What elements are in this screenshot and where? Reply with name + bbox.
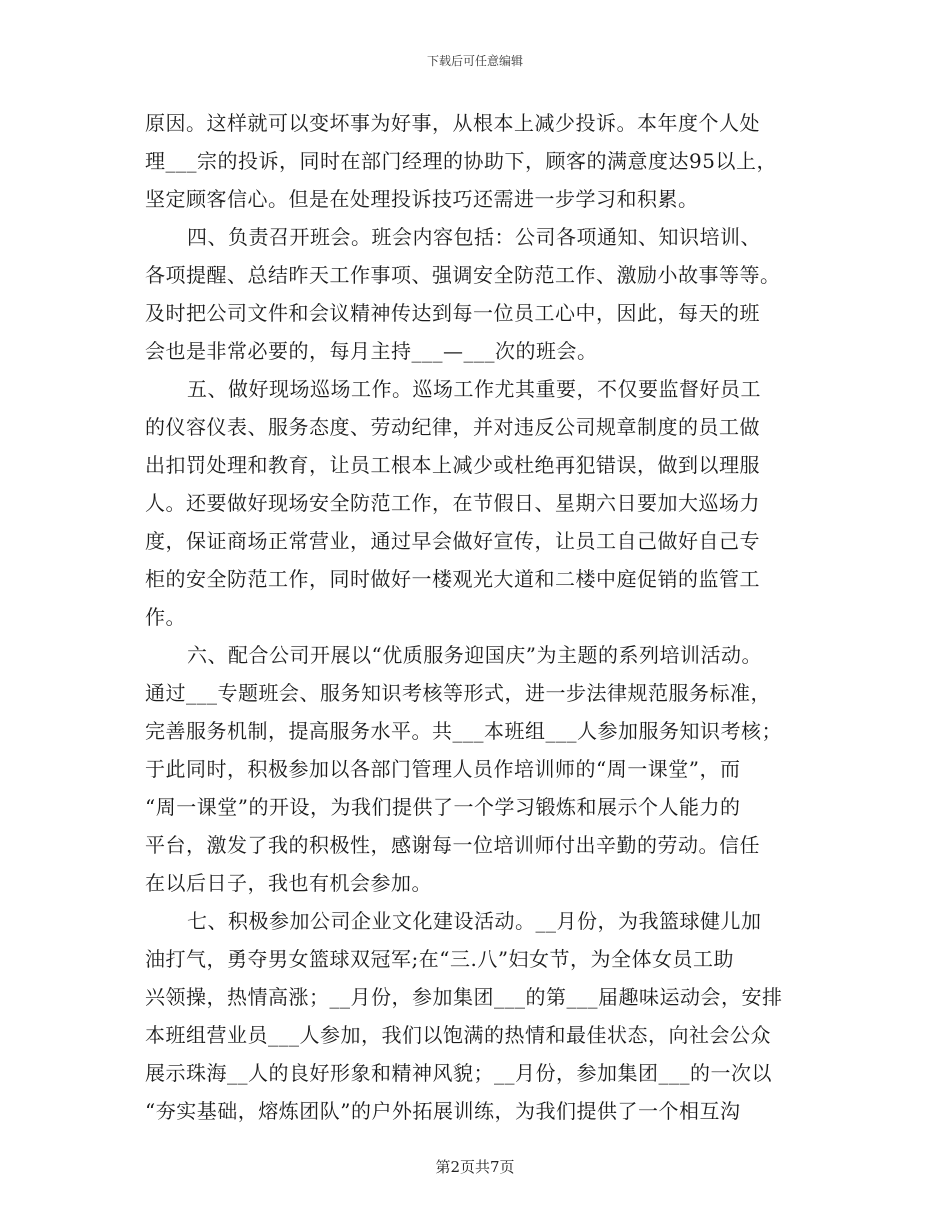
text-line: “周一课堂”的开设，为我们提供了一个学习锻炼和展示个人能力的: [145, 795, 741, 819]
text-line: 油打气，勇夺男女篮球双冠军;在“三.八”妇女节，为全体女员工助: [145, 947, 735, 971]
text-line: 的仪容仪表、服务态度、劳动纪律，并对违反公司规章制度的员工做: [145, 415, 760, 439]
paragraph-first-line: 六、配合公司开展以“优质服务迎国庆”为主题的系列培训活动。: [187, 643, 762, 667]
text-line: 出扣罚处理和教育，让员工根本上减少或杜绝再犯错误，做到以理服: [145, 453, 760, 477]
text-line: 原因。这样就可以变坏事为好事，从根本上减少投诉。本年度个人处: [145, 111, 760, 135]
text-line: 于此同时，积极参加以各部门管理人员作培训师的“周一课堂”，而: [145, 757, 741, 781]
text-line: 会也是非常必要的，每月主持___—___次的班会。: [145, 339, 598, 363]
text-line: 完善服务机制，提高服务水平。共___本班组___人参加服务知识考核；: [145, 719, 782, 743]
text-line: 人。还要做好现场安全防范工作，在节假日、星期六日要加大巡场力: [145, 491, 760, 515]
page-header: 下载后可任意编辑: [426, 54, 523, 68]
text-line: 度，保证商场正常营业，通过早会做好宣传，让员工自己做好自己专: [145, 529, 760, 553]
text-line: “夯实基础，熔炼团队”的户外拓展训练，为我们提供了一个相互沟: [145, 1099, 741, 1123]
paragraph-first-line: 四、负责召开班会。班会内容包括：公司各项通知、知识培训、: [187, 225, 761, 249]
text-line: 理___宗的投诉，同时在部门经理的协助下，顾客的满意度达95以上，: [145, 149, 777, 173]
text-line: 通过___专题班会、服务知识考核等形式，进一步法律规范服务标准，: [145, 681, 771, 705]
page-footer: 第2页共7页: [435, 1158, 515, 1176]
text-line: 展示珠海__人的良好形象和精神风貌；__月份，参加集团___的一次以: [145, 1061, 772, 1085]
text-line: 及时把公司文件和会议精神传达到每一位员工心中，因此，每天的班: [145, 301, 760, 325]
text-line: 在以后日子，我也有机会参加。: [145, 871, 432, 895]
text-line: 柜的安全防范工作，同时做好一楼观光大道和二楼中庭促销的监管工: [145, 567, 760, 591]
document-body: [145, 104, 805, 1130]
paragraph-first-line: 五、做好现场巡场工作。巡场工作尤其重要，不仅要监督好员工: [187, 377, 761, 401]
text-line: 坚定顾客信心。但是在处理投诉技巧还需进一步学习和积累。: [145, 187, 699, 211]
text-line: 平台，激发了我的积极性，感谢每一位培训师付出辛勤的劳动。信任: [145, 833, 760, 857]
text-line: 各项提醒、总结昨天工作事项、强调安全防范工作、激励小故事等等。: [145, 263, 781, 287]
paragraph-first-line: 七、积极参加公司企业文化建设活动。__月份，为我篮球健儿加: [187, 909, 762, 933]
text-line: 作。: [145, 605, 186, 629]
text-line: 本班组营业员___人参加，我们以饱满的热情和最佳状态，向社会公众: [145, 1023, 771, 1047]
text-line: 兴领操，热情高涨；__月份，参加集团___的第___届趣味运动会，安排: [145, 985, 783, 1009]
